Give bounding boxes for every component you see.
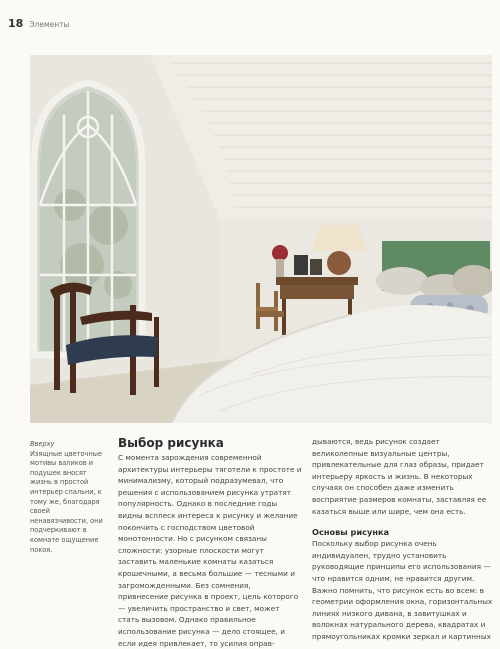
caption-title: Вверху xyxy=(30,440,55,448)
bedroom-photo xyxy=(30,55,492,423)
article-heading: Выбор рисунка xyxy=(118,436,224,450)
article-subheading: Основы рисунка xyxy=(312,527,390,538)
article-paragraph-1: С момента зарождения современной архитектуры интерьеры тяготели к простоте и минимализму, который подразумевал, что решения с использованием рисунка утратят популярность. Однако в последние годы видны всплеск интереса к рисунку и желание покончить с господством цветовой монотонности. Но с рисунком связаны сложности: узорные плоскости могут заставить маленькие комнаты казаться крошечными, а весьма большие — тесными и загроможденными. Без сомнения, привнесение рисунка в проект, цель которого — увеличить пространство и свет, может стать вызовом. Однако правильное использование рисунка — дело стоящее, и если идея привлекает, то усилия оправ- xyxy=(118,453,302,648)
page-header xyxy=(8,17,69,30)
article-paragraph-3: Поскольку выбор рисунка очень индивидуален, трудно установить руководящие принципы его использования — что нравится одним, не нравится другим. Важно помнить, что рисунок есть во всем: в геометрии оформления окна, горизонтальных линиях низкого дивана, в завитушках и волокнах натурального дерева, квадратах и прямоугольниках кромки зеркал и картинных xyxy=(312,539,493,641)
caption-text: Изящные цветочные мотивы валиков и подушек вносят жизнь в простой интерьер спальни, к тому же, благодаря своей ненавязчивости, они подчеркивают в комнате ощущение покоя. xyxy=(30,449,103,554)
page-number: 18 xyxy=(8,17,24,30)
section-title: Элементы xyxy=(29,20,70,29)
article-paragraph-2: дываются, ведь рисунок создает великолепные визуальные центры, привлекательные для глаз образы, придает интерьеру яркость и жизнь. В некоторых случаях он способен даже изменить восприятие размеров комнаты, заставляя ее казаться выше или шире, чем она есть. xyxy=(312,437,487,516)
bedroom-illustration xyxy=(30,55,492,423)
article-column-1 xyxy=(118,436,302,649)
photo-caption xyxy=(30,440,105,555)
article-column-2 xyxy=(312,436,496,643)
